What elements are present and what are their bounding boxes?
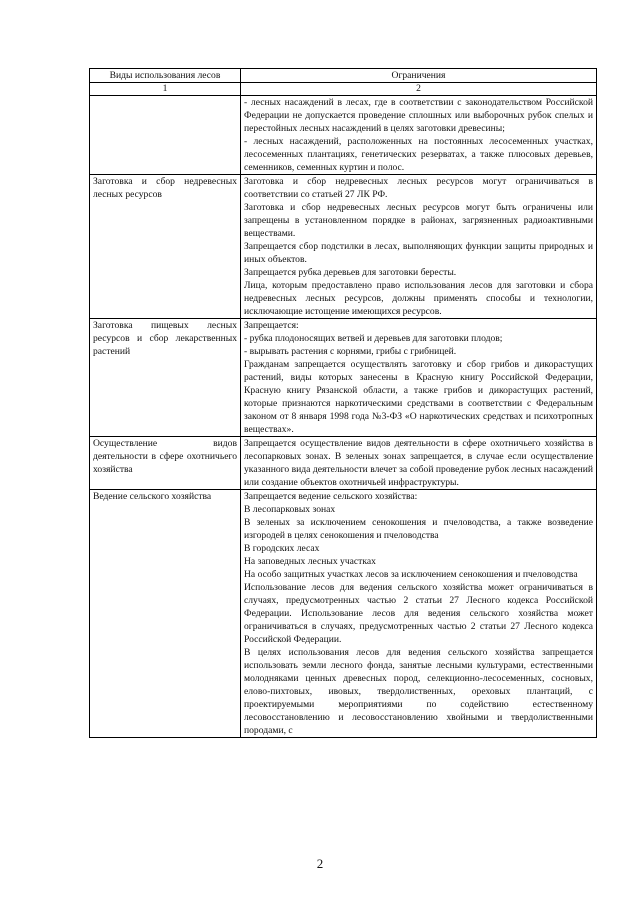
restriction-paragraph: В городских лесах (244, 543, 320, 554)
restriction-cell (241, 96, 597, 175)
restriction-paragraph: Заготовка и сбор недревесных лесных ресурсов могут быть ограничены или запрещены в установленном порядке в районах, загрязненных радиоактивными веществами. (244, 202, 593, 239)
usage-type-cell: Ведение сельского хозяйства (90, 490, 241, 738)
restriction-paragraph: В лесопарковых зонах (244, 504, 336, 515)
restriction-cell (241, 437, 597, 490)
usage-type-cell (90, 96, 241, 175)
restriction-paragraph: Заготовка и сбор недревесных лесных ресурсов могут ограничиваться в соответствии со статьей 27 ЛК РФ. (244, 176, 593, 200)
page-number: 2 (316, 856, 324, 871)
restriction-paragraph: - лесных насаждений, расположенных на постоянных лесосеменных участках, лесосеменных плантациях, генетических резерватах, а также плюсовых деревьев, семенников, семенных куртин и полос. (244, 136, 593, 173)
restriction-paragraph: Запрещается: (244, 320, 299, 331)
restriction-paragraph: Лица, которым предоставлено право использования лесов для заготовки и сбора недревесных лесных ресурсов, должны применять способы и технологии, исключающие истощение имеющихся ресурсов. (244, 280, 593, 317)
restriction-paragraph: - лесных насаждений в лесах, где в соответствии с законодательством Российской Федерации не допускается проведение сплошных или выборочных рубок спелых и перестойных лесных насаждений в целях заготовки древесины; (244, 97, 593, 134)
restriction-paragraph: Использование лесов для ведения сельского хозяйства может ограничиваться в случаях, предусмотренных частью 2 статьи 27 Лесного кодекса Российской Федерации. Использование лесов для ведения сельского хозяйства может ограничиваться в случаях, предусмотренных частью 2 статьи 27 Лесного кодекса Российской Федерации. (244, 582, 593, 645)
table-header-row (90, 69, 597, 83)
restriction-paragraph: Запрещается рубка деревьев для заготовки бересты. (244, 267, 457, 278)
restriction-cell (241, 490, 597, 738)
restriction-paragraph: Запрещается сбор подстилки в лесах, выполняющих функции защиты природных и иных объектов. (244, 241, 593, 265)
restriction-paragraph: На заповедных лесных участках (244, 556, 376, 567)
table-row (90, 96, 597, 175)
restriction-cell (241, 319, 597, 437)
usage-type-cell: Осуществление видов деятельности в сфере охотничьего хозяйства (90, 437, 241, 490)
restrictions-table (89, 68, 597, 738)
table-number-row (90, 83, 597, 96)
header-usage-types: Виды использования лесов (90, 69, 241, 83)
usage-type-cell: Заготовка и сбор недревесных лесных ресурсов (90, 175, 241, 319)
document-page (89, 68, 596, 738)
table-row (90, 437, 597, 490)
restriction-paragraph: - вырывать растения с корнями, грибы с грибницей. (244, 346, 457, 357)
table-row (90, 319, 597, 437)
restriction-paragraph: Запрещается осуществление видов деятельности в сфере охотничьего хозяйства в лесопарковых зонах. В зеленых зонах запрещается, в случае если осуществление указанного вида деятельности влечет за собой проведение рубок лесных насаждений или создание объектов охотничьей инфраструктуры. (244, 438, 593, 488)
restriction-paragraph: - рубка плодоносящих ветвей и деревьев для заготовки плодов; (244, 333, 503, 344)
usage-type-cell: Заготовка пищевых лесных ресурсов и сбор лекарственных растений (90, 319, 241, 437)
restriction-paragraph: В зеленых за исключением сенокошения и пчеловодства, а также возведение изгородей в целях сенокошения и пчеловодства (244, 517, 593, 541)
restriction-paragraph: Запрещается ведение сельского хозяйства: (244, 491, 418, 502)
table-row (90, 490, 597, 738)
column-number-1: 1 (90, 83, 241, 96)
restriction-paragraph: На особо защитных участках лесов за исключением сенокошения и пчеловодства (244, 569, 578, 580)
restriction-paragraph: В целях использования лесов для ведения сельского хозяйства запрещается использовать земли лесного фонда, занятые лесными культурами, естественными молодняками ценных древесных пород, селекционно-лесосеменных, сосновых, елово-пихтовых, ивовых, твердолиственных, ореховых плантаций, с проектируемыми мероприятиями по содействию естественному лесовосстановлению и лесовосстановлению хвойными и твердолиственными породами, с (244, 647, 593, 736)
column-number-2: 2 (241, 83, 597, 96)
restriction-paragraph: Гражданам запрещается осуществлять заготовку и сбор грибов и дикорастущих растений, виды которых занесены в Красную книгу Российской Федерации, Красную книгу Рязанской области, а также грибов и дикорастущих растений, которые признаются наркотическими средствами в соответствии с Федеральным законом от 8 января 1998 года №3-ФЗ «О наркотических средствах и психотропных веществах». (244, 359, 593, 435)
restriction-cell (241, 175, 597, 319)
table-row (90, 175, 597, 319)
header-restrictions: Ограничения (241, 69, 597, 83)
